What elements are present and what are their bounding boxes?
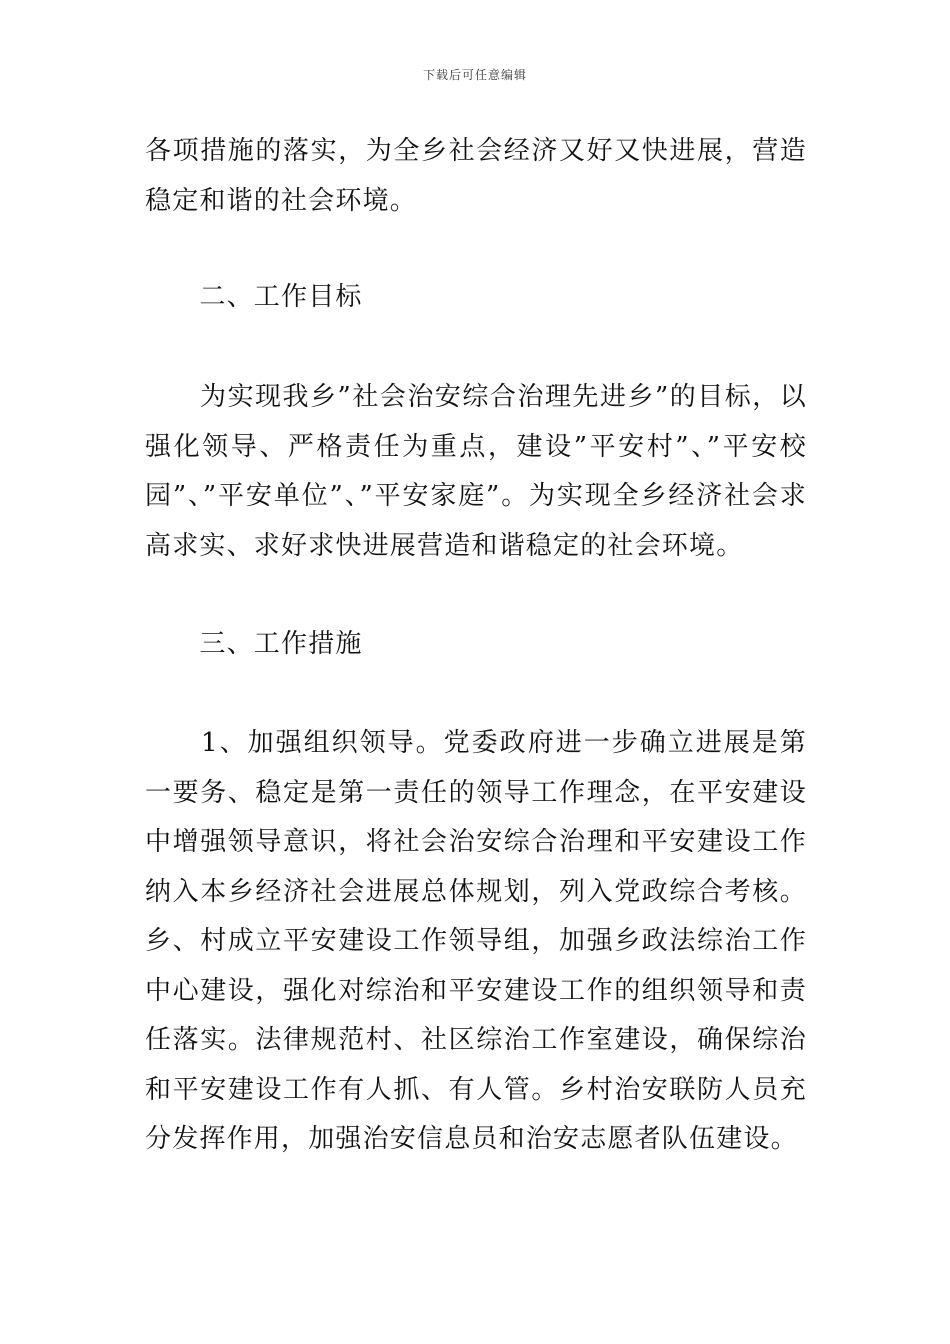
paragraph-continuation: 各项措施的落实，为全乡社会经济又好又快进展，营造稳定和谐的社会环境。	[145, 136, 807, 216]
section-heading-goals: 二、工作目标	[145, 282, 363, 312]
section-heading-measures: 三、工作措施	[145, 629, 363, 659]
header-note: 下载后可任意编辑	[422, 68, 527, 82]
paragraph-goals: 为实现我乡”社会治安综合治理先进乡”的目标，以强化领导、严格责任为重点，建设”平安村”、”平安校园”、”平安单位”、”平安家庭”。为实现全乡经济社会求高求实、求好求快进展营造和谐稳定的社会环境。	[145, 382, 807, 561]
paragraph-measure-1: 1、加强组织领导。党委政府进一步确立进展是第一要务、稳定是第一责任的领导工作理念，在平安建设中增强领导意识，将社会治安综合治理和平安建设工作纳入本乡经济社会进展总体规划，列入党政综合考核。乡、村成立平安建设工作领导组，加强乡政法综治工作中心建设，强化对综治和平安建设工作的组织领导和责任落实。法律规范村、社区综治工作室建设，确保综治和平安建设工作有人抓、有人管。乡村治安联防人员充分发挥作用，加强治安信息员和治安志愿者队伍建设。	[145, 728, 807, 1154]
